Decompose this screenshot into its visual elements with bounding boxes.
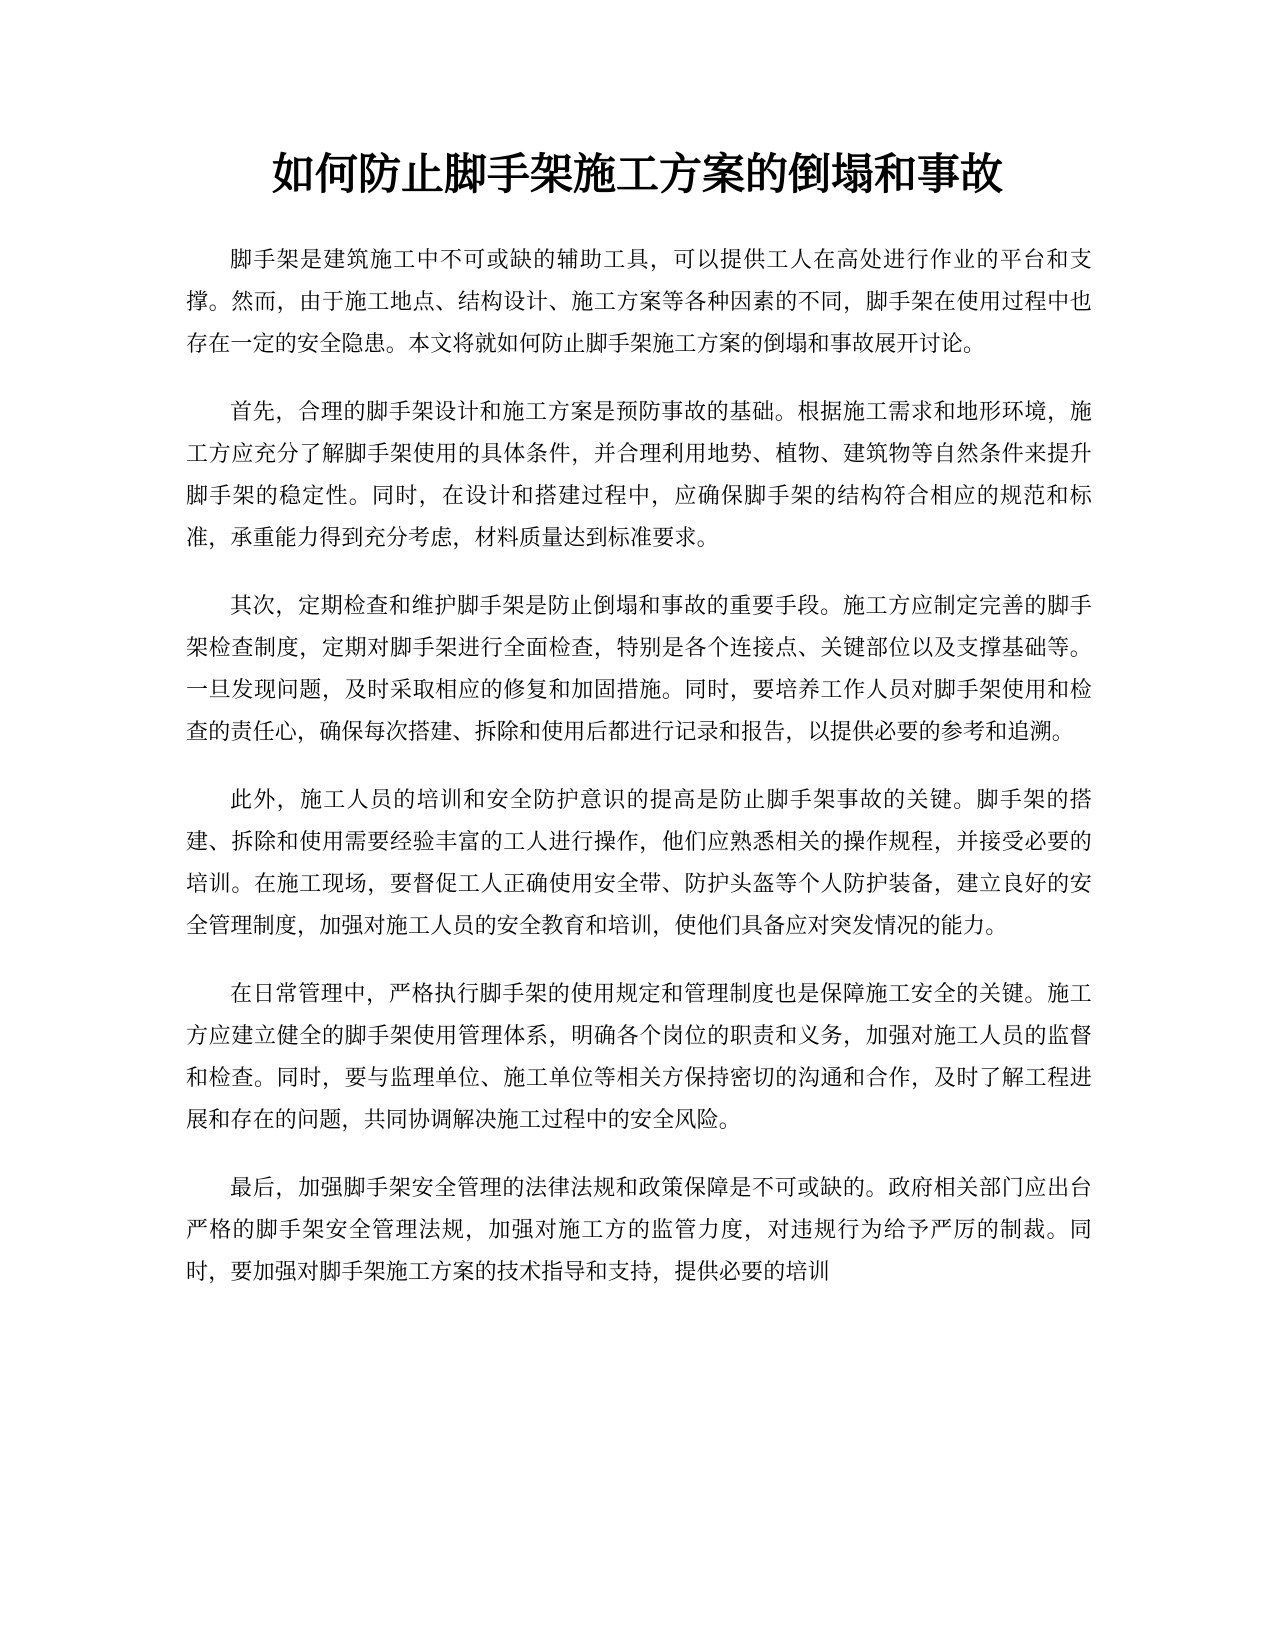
paragraph-4: 此外，施工人员的培训和安全防护意识的提高是防止脚手架事故的关键。脚手架的搭建、拆除和使用需要经验丰富的工人进行操作，他们应熟悉相关的操作规程，并接受必要的培训。在施工现场，要督促工人正确使用安全带、防护头盔等个人防护装备，建立良好的安全管理制度，加强对施工人员的安全教育和培训，使他们具备应对突发情况的能力。 (186, 788, 1092, 939)
paragraph-5: 在日常管理中，严格执行脚手架的使用规定和管理制度也是保障施工安全的关键。施工方应建立健全的脚手架使用管理体系，明确各个岗位的职责和义务，加强对施工人员的监督和检查。同时，要与监理单位、施工单位等相关方保持密切的沟通和合作，及时了解工程进展和存在的问题，共同协调解决施工过程中的安全风险。 (186, 982, 1092, 1133)
paragraph-1: 脚手架是建筑施工中不可或缺的辅助工具，可以提供工人在高处进行作业的平台和支撑。然而，由于施工地点、结构设计、施工方案等各种因素的不同，脚手架在使用过程中也存在一定的安全隐患。本文将就如何防止脚手架施工方案的倒塌和事故展开讨论。 (186, 248, 1092, 357)
paragraph-3: 其次，定期检查和维护脚手架是防止倒塌和事故的重要手段。施工方应制定完善的脚手架检查制度，定期对脚手架进行全面检查，特别是各个连接点、关键部位以及支撑基础等。一旦发现问题，及时采取相应的修复和加固措施。同时，要培养工作人员对脚手架使用和检查的责任心，确保每次搭建、拆除和使用后都进行记录和报告，以提供必要的参考和追溯。 (186, 594, 1092, 745)
paragraph-6: 最后，加强脚手架安全管理的法律法规和政策保障是不可或缺的。政府相关部门应出台严格的脚手架安全管理法规，加强对施工方的监管力度，对违规行为给予严厉的制裁。同时，要加强对脚手架施工方案的技术指导和支持，提供必要的培训 (186, 1176, 1092, 1285)
document-title: 如何防止脚手架施工方案的倒塌和事故 (272, 150, 1003, 200)
document-body (186, 240, 1092, 1320)
paragraph-2: 首先，合理的脚手架设计和施工方案是预防事故的基础。根据施工需求和地形环境，施工方应充分了解脚手架使用的具体条件，并合理利用地势、植物、建筑物等自然条件来提升脚手架的稳定性。同时，在设计和搭建过程中，应确保脚手架的结构符合相应的规范和标准，承重能力得到充分考虑，材料质量达到标准要求。 (186, 400, 1092, 551)
